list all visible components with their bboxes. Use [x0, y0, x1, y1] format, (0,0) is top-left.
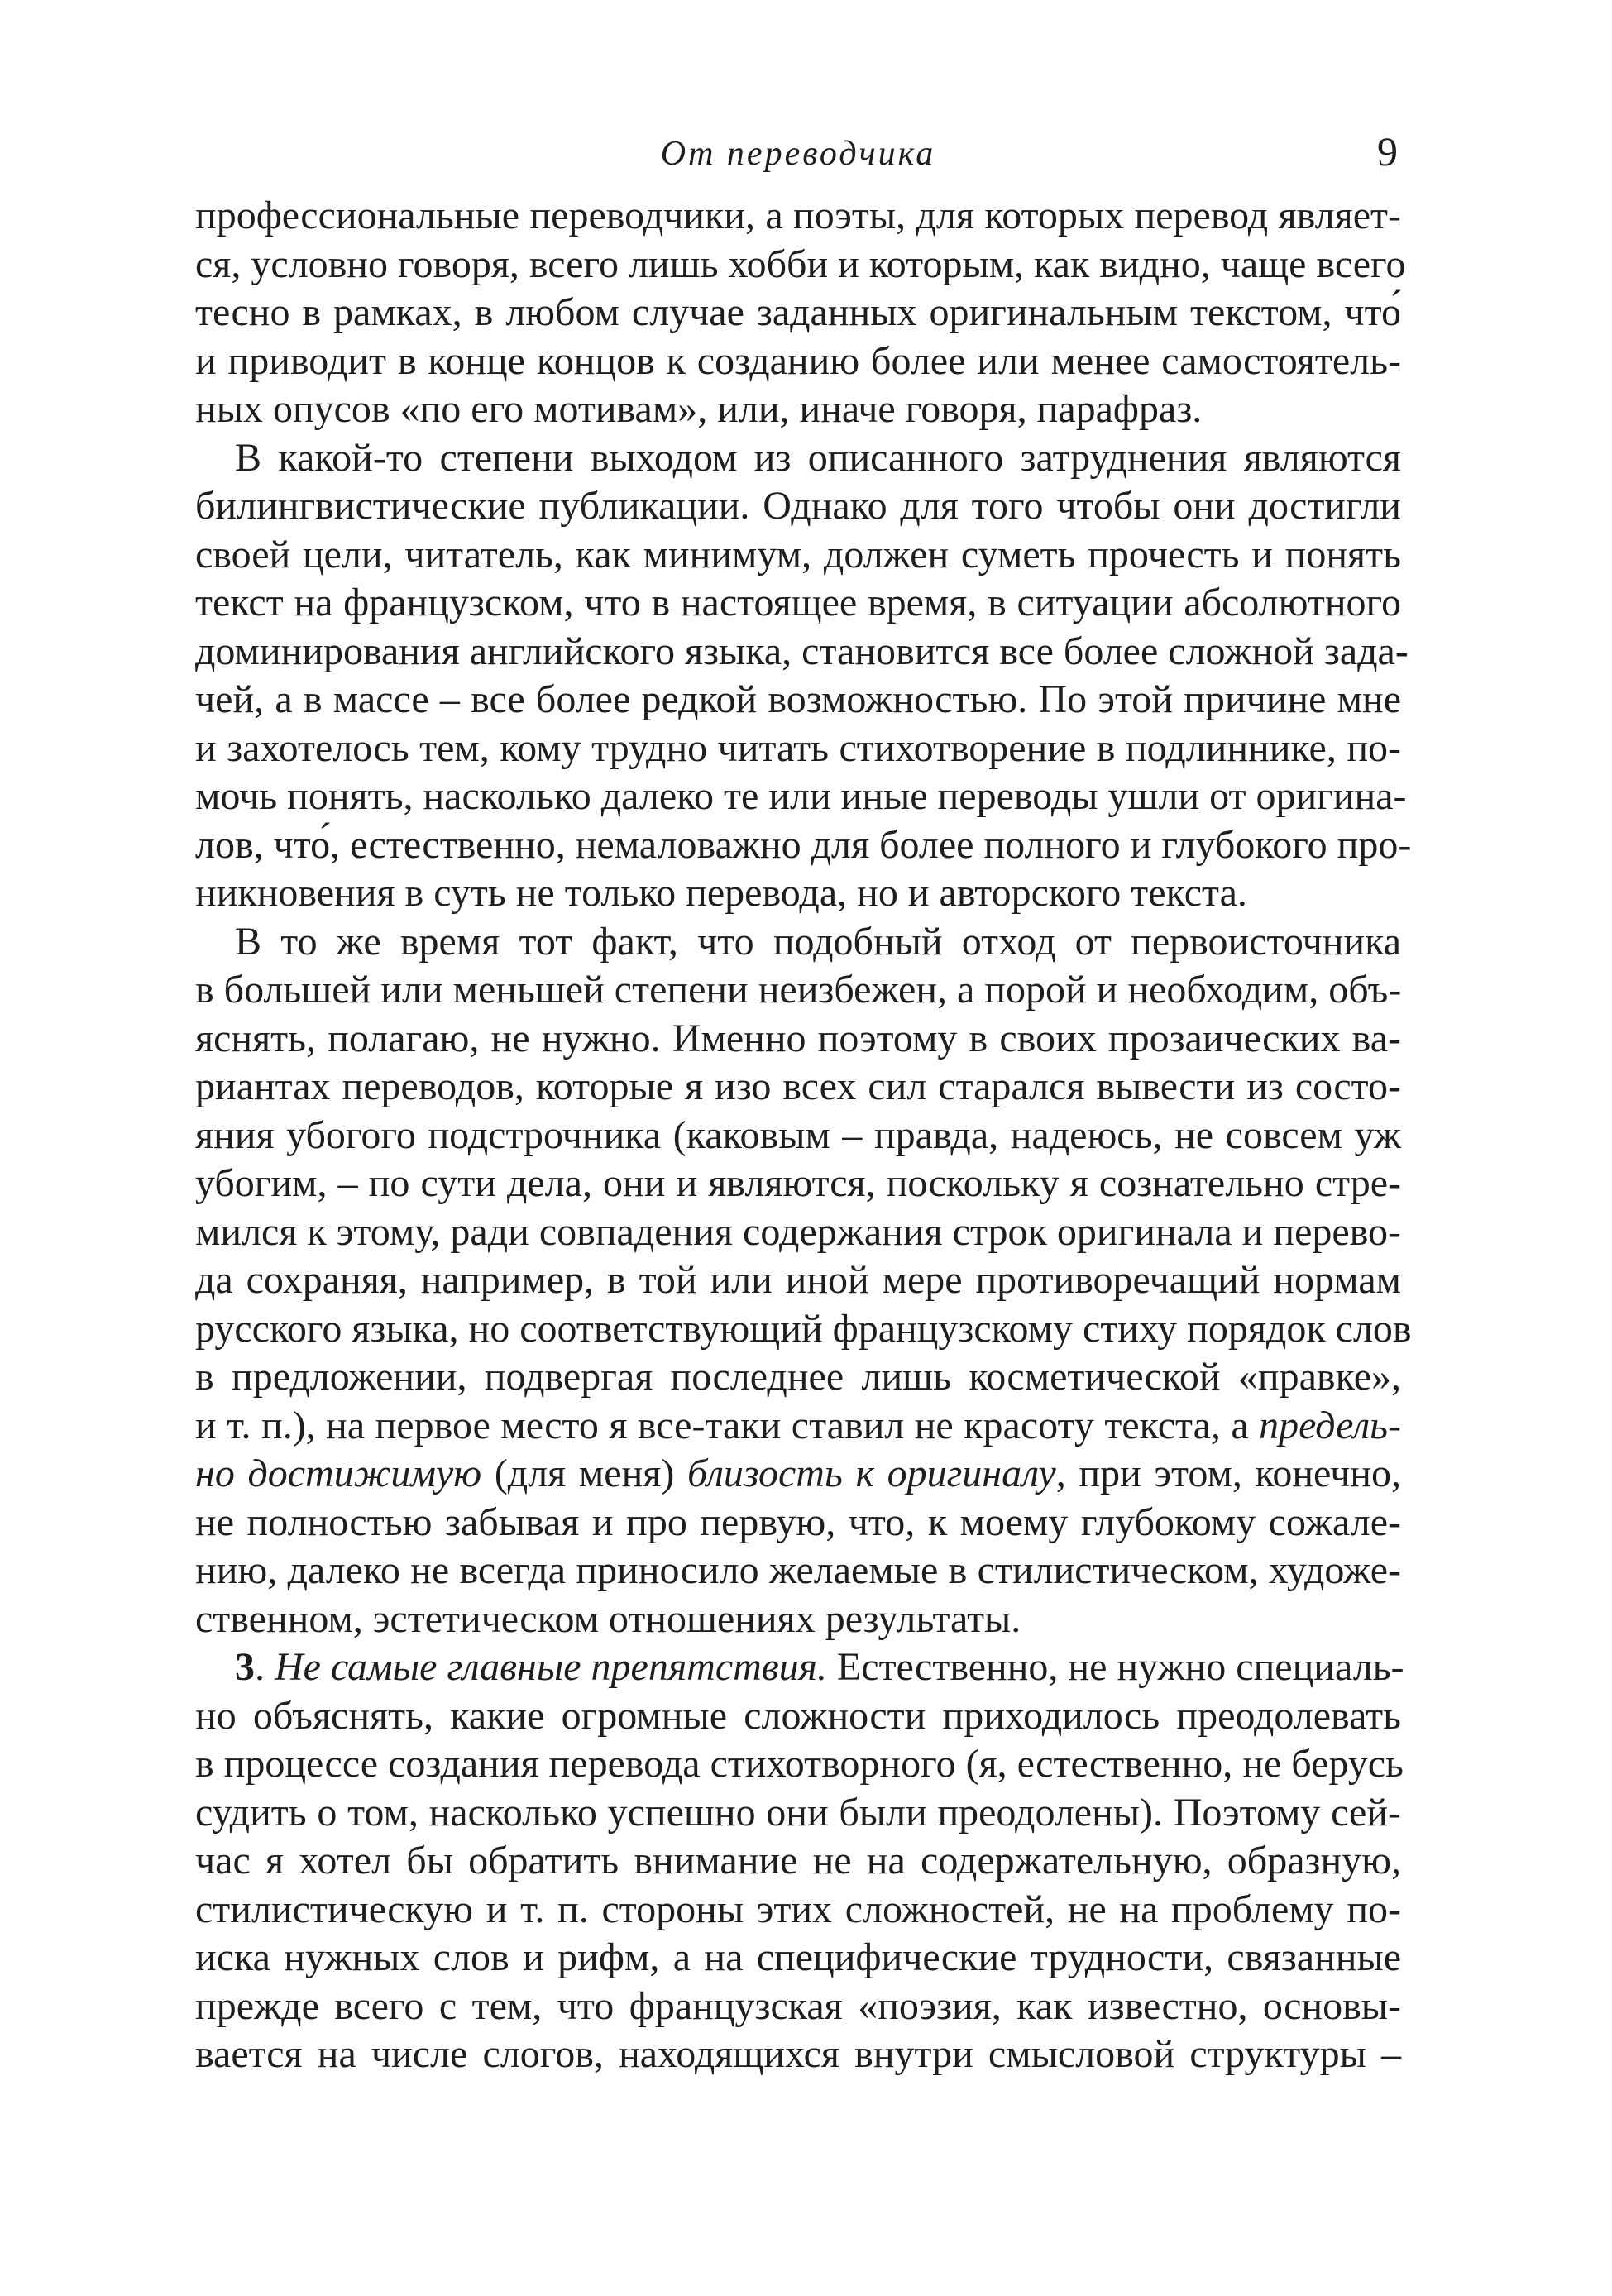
text-line: [195, 628, 1409, 677]
text-segment: да сохраняя, например, в той или иной мере противоречащий нормам: [195, 1258, 1401, 1302]
text-line: [195, 1886, 1401, 1935]
text-segment: ственном, эстетическом отношениях результаты.: [195, 1596, 1021, 1641]
text-segment: иска нужных слов и рифм, а на специфические трудности, связанные: [195, 1935, 1401, 1979]
text-segment: стилистическую и т. п. стороны этих сложностей, не на проблему по-: [195, 1887, 1401, 1931]
text-segment: и т. п.), на первое место я все-таки ставил не красоту текста, а: [195, 1403, 1260, 1447]
text-segment: в предложении, подвергая последнее лишь косметической «правке»,: [195, 1355, 1401, 1399]
book-page: [195, 124, 1412, 2079]
text-line: [195, 579, 1401, 628]
text-line: [195, 482, 1401, 531]
text-segment: (для меня): [481, 1452, 688, 1495]
text-line: [195, 821, 1412, 870]
text-segment: Естественно, не нужно специаль-: [826, 1645, 1404, 1689]
text-segment: профессиональные переводчики, а поэты, для которых перевод являет-: [195, 194, 1401, 237]
text-segment: ных опусов «по его мотивам», или, иначе говоря, парафраз.: [195, 387, 1203, 431]
running-head: [195, 124, 1401, 189]
text-line: [195, 966, 1401, 1015]
paragraph: [195, 434, 1412, 918]
text-line: [195, 1305, 1412, 1354]
text-line: [195, 773, 1407, 821]
text-line: [195, 1112, 1401, 1160]
body-text: [195, 192, 1412, 2079]
italic-text: предель-: [1259, 1403, 1401, 1447]
text-segment: В то же время тот факт, что подобный отход от первоисточника: [235, 919, 1401, 964]
text-segment: ся, условно говоря, всего лишь хобби и которым, как видно, чаще всего: [195, 242, 1406, 286]
text-line: [195, 1595, 1401, 1644]
text-segment: прежде всего с тем, что французская «поэзия, как известно, основы-: [195, 1983, 1401, 2028]
text-line: [195, 676, 1401, 725]
text-segment: час я хотел бы обратить внимание не на содержательную, образную,: [195, 1839, 1401, 1882]
text-line: [195, 1160, 1401, 1208]
text-segment: судить о том, насколько успешно они были преодолены). Поэтому сей-: [195, 1790, 1401, 1834]
italic-text: но достижимую: [195, 1452, 482, 1495]
text-segment: в процессе создания перевода стихотворного (я, естественно, не берусь: [195, 1742, 1404, 1786]
text-line: [195, 1063, 1401, 1112]
text-segment: лов, что́, естественно, немаловажно для более полного и глубокого про-: [195, 822, 1412, 867]
text-line: [195, 434, 1401, 483]
text-line: [195, 1547, 1401, 1595]
text-line: [195, 725, 1401, 773]
text-segment: но объяснять, какие огромные сложности приходилось преодолевать: [195, 1693, 1401, 1738]
text-segment: мился к этому, ради совпадения содержания строк оригинала и перево-: [195, 1209, 1401, 1254]
text-line: [195, 385, 1401, 434]
text-line: [195, 869, 1401, 918]
text-line: [195, 1789, 1401, 1838]
text-segment: , при этом, конечно,: [1055, 1452, 1401, 1495]
text-line: [195, 1450, 1401, 1499]
paragraph: [195, 192, 1406, 434]
text-segment: риантах переводов, которые я изо всех сил старался вывести из состо-: [195, 1064, 1401, 1108]
text-segment: .: [255, 1645, 275, 1689]
text-line: [195, 1740, 1404, 1789]
text-segment: В какой-то степени выходом из описанного затруднения являются: [235, 435, 1401, 480]
text-segment: билингвистические публикации. Однако для того чтобы они достигли: [195, 484, 1401, 528]
running-title: От переводчика: [660, 135, 936, 173]
text-line: [195, 1402, 1401, 1451]
italic-text: Не самые главные препятствия.: [275, 1645, 827, 1689]
text-line: [195, 1256, 1401, 1305]
text-line: [195, 2031, 1401, 2079]
paragraph: [195, 1643, 1404, 2079]
text-segment: убогим, – по сути дела, они и являются, поскольку я сознательно стре-: [195, 1161, 1401, 1205]
text-line: [195, 1983, 1401, 2031]
text-line: [195, 289, 1401, 337]
text-segment: в большей или меньшей степени неизбежен, а порой и необходим, объ-: [195, 968, 1402, 1012]
text-segment: и захотелось тем, кому трудно читать стихотворение в подлиннике, по-: [195, 725, 1401, 770]
text-line: [195, 1643, 1404, 1692]
text-line: [195, 241, 1406, 289]
text-line: [195, 1208, 1401, 1257]
text-line: [195, 1499, 1401, 1547]
text-segment: русского языка, но соответствующий французскому стиху порядок слов: [195, 1306, 1412, 1351]
text-segment: доминирования английского языка, становится все более сложной зада-: [195, 629, 1409, 673]
text-line: [195, 531, 1401, 580]
text-segment: никновения в суть не только перевода, но и авторского текста.: [195, 871, 1247, 915]
paragraph: [195, 918, 1412, 1644]
text-segment: и приводит в конце концов к созданию более или менее самостоятель-: [195, 338, 1401, 383]
text-segment: текст на французском, что в настоящее время, в ситуации абсолютного: [195, 581, 1401, 624]
text-segment: нию, далеко не всегда приносило желаемые в стилистическом, художе-: [195, 1548, 1401, 1592]
text-segment: тесно в рамках, в любом случае заданных оригинальным текстом, что́: [195, 290, 1401, 334]
page-number: 9: [1377, 128, 1398, 175]
text-segment: не полностью забывая и про первую, что, к моему глубокому сожале-: [195, 1500, 1401, 1544]
text-segment: яснять, полагаю, не нужно. Именно поэтому в своих прозаических ва-: [195, 1016, 1401, 1060]
text-line: [195, 1353, 1401, 1402]
text-segment: своей цели, читатель, как минимум, должен суметь прочесть и понять: [195, 532, 1401, 576]
text-line: [195, 192, 1401, 241]
text-line: [195, 918, 1401, 967]
text-segment: вается на числе слогов, находящихся внутри смысловой структуры –: [195, 2032, 1401, 2076]
text-line: [195, 1934, 1401, 1983]
text-line: [195, 337, 1401, 386]
text-segment: яния убогого подстрочника (каковым – правда, надеюсь, не совсем уж: [195, 1112, 1401, 1157]
text-line: [195, 1015, 1401, 1064]
text-line: [195, 1837, 1401, 1886]
text-segment: чей, а в массе – все более редкой возможностью. По этой причине мне: [195, 677, 1401, 721]
italic-text: близость к оригиналу: [687, 1452, 1056, 1495]
text-line: [195, 1692, 1401, 1741]
text-segment: мочь понять, насколько далеко те или иные переводы ушли от оригина-: [195, 774, 1407, 818]
bold-text: 3: [235, 1645, 255, 1689]
